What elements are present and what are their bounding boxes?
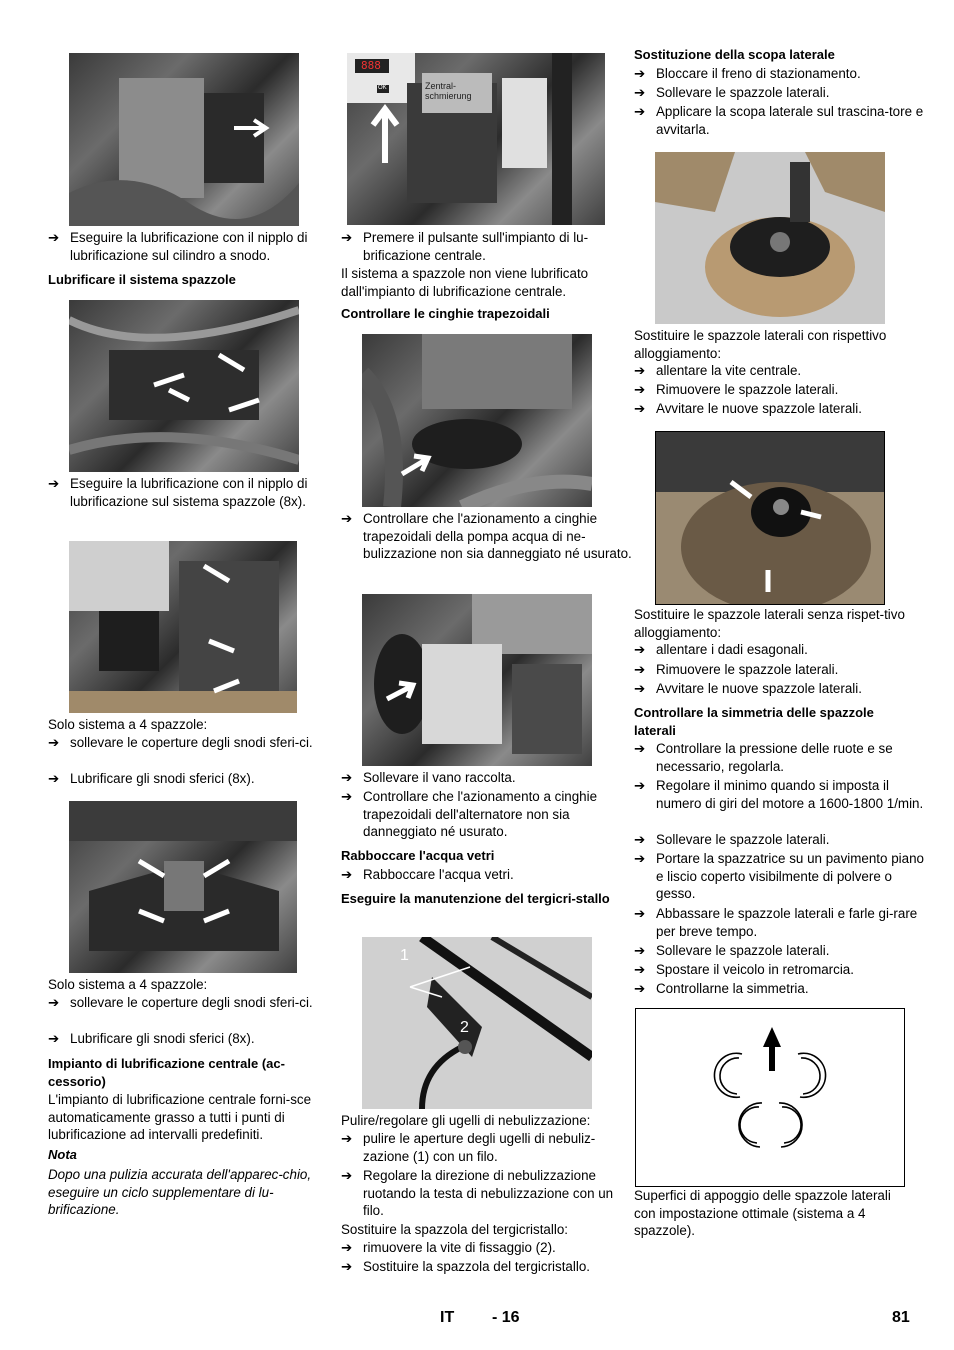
photo-graphic: [655, 152, 885, 324]
list-item: ➔ Applicare la scopa laterale sul trascina-tore e avvitarla.: [634, 104, 924, 137]
arrow-bullet-icon: ➔: [634, 401, 646, 416]
callout-label-1: 1: [400, 947, 409, 964]
arrow-bullet-icon: ➔: [341, 1240, 353, 1255]
arrow-bullet-icon: ➔: [634, 642, 646, 657]
list-item: ➔ Rimuovere le spazzole laterali.: [634, 382, 839, 397]
arrow-bullet-icon: ➔: [634, 832, 646, 847]
list-item: ➔ allentare i dadi esagonali.: [634, 642, 808, 657]
panel-display: 888: [361, 59, 381, 72]
diagram-caption: Superfici di appoggio delle spazzole laterali con impostazione ottimale (sistema a 4 spazzole).: [634, 1188, 891, 1238]
list-item: ➔ Sollevare le spazzole laterali.: [634, 943, 830, 958]
list-item: ➔ rimuovere la vite di fissaggio (2).: [341, 1240, 556, 1255]
arrow-bullet-icon: ➔: [634, 382, 646, 397]
arrow-bullet-icon: ➔: [634, 104, 646, 119]
photo-graphic: [362, 594, 592, 766]
paragraph: Sostituire la spazzola del tergicristallo:: [341, 1222, 569, 1237]
section-heading: Rabboccare l'acqua vetri: [341, 848, 495, 863]
list-item: ➔ Sollevare il vano raccolta.: [341, 770, 516, 785]
arrow-bullet-icon: ➔: [634, 943, 646, 958]
section-heading: Lubrificare il sistema spazzole: [48, 272, 236, 287]
note-title: Nota: [48, 1147, 77, 1162]
arrow-bullet-icon: ➔: [341, 867, 353, 882]
arrow-bullet-icon: ➔: [341, 1259, 353, 1274]
paragraph: Solo sistema a 4 spazzole:: [48, 717, 208, 732]
paragraph: Sostituire le spazzole laterali con rispettivo alloggiamento:: [634, 328, 887, 361]
photo-wiper-nozzles: [362, 937, 592, 1109]
arrow-bullet-icon: ➔: [341, 1168, 353, 1183]
list-item: ➔ Portare la spazzatrice su un pavimento piano e liscio coperto visibilmente di polvere o gesso.: [634, 851, 924, 901]
arrow-bullet-icon: ➔: [341, 1131, 353, 1146]
arrow-bullet-icon: ➔: [48, 476, 60, 491]
photo-graphic: [69, 53, 299, 226]
arrow-bullet-icon: ➔: [634, 363, 646, 378]
list-item: ➔ Bloccare il freno di stazionamento.: [634, 66, 861, 81]
list-item: ➔ pulire le aperture degli ugelli di nebuliz-zazione (1) con un filo.: [341, 1131, 596, 1164]
arrow-bullet-icon: ➔: [48, 771, 60, 786]
list-item: ➔ Eseguire la lubrificazione con il nipplo di lubrificazione sul sistema spazzole (8x).: [48, 476, 308, 509]
arrow-bullet-icon: ➔: [634, 85, 646, 100]
panel-ok-button: OK: [378, 85, 387, 91]
photo-side-brush-nuts: [655, 431, 885, 605]
list-item: ➔ Eseguire la lubrificazione con il nipplo di lubrificazione sul cilindro a snodo.: [48, 230, 308, 263]
local-page-number: - 16: [492, 1309, 520, 1326]
arrow-bullet-icon: ➔: [48, 1031, 60, 1046]
arrow-bullet-icon: ➔: [634, 851, 646, 866]
section-heading: Eseguire la manutenzione del tergicri-stallo: [341, 891, 610, 906]
list-item: ➔ Regolare il minimo quando si imposta il numero di giri del motore a 1600-1800 1/min.: [634, 778, 924, 811]
photo-brush-system-nipples: [69, 300, 299, 472]
arrow-bullet-icon: ➔: [341, 230, 353, 245]
arrow-bullet-icon: ➔: [634, 66, 646, 81]
photo-vbelt-water-pump: [362, 334, 592, 507]
arrow-bullet-icon: ➔: [48, 230, 60, 245]
arrow-bullet-icon: ➔: [48, 735, 60, 750]
photo-side-brush-mount: [655, 152, 885, 324]
paragraph: Il sistema a spazzole non viene lubrificato dall'impianto di lubrificazione centrale.: [341, 266, 589, 299]
list-item: ➔ Sollevare le spazzole laterali.: [634, 85, 830, 100]
list-item: ➔ Lubrificare gli snodi sferici (8x).: [48, 771, 255, 786]
arrow-bullet-icon: ➔: [634, 662, 646, 677]
photo-graphic: [69, 300, 299, 472]
photo-graphic: [347, 53, 605, 225]
list-item: ➔ sollevare le coperture degli snodi sferi-ci.: [48, 735, 313, 750]
photo-central-lubrication-unit: [347, 53, 605, 225]
arrow-bullet-icon: ➔: [341, 511, 353, 526]
callout-label-2: 2: [460, 1019, 469, 1036]
photo-ball-joints-2: [69, 801, 297, 973]
list-item: ➔ Controllarne la simmetria.: [634, 981, 809, 996]
section-heading: Impianto di lubrificazione centrale (ac-cessorio): [48, 1056, 285, 1089]
paragraph: Pulire/regolare gli ugelli di nebulizzazione:: [341, 1113, 591, 1128]
list-item: ➔ Rimuovere le spazzole laterali.: [634, 662, 839, 677]
list-item: ➔ Sostituire la spazzola del tergicristallo.: [341, 1259, 591, 1274]
unit-label: Zentral- schmierung: [425, 81, 472, 101]
arrow-bullet-icon: ➔: [634, 906, 646, 921]
arrow-bullet-icon: ➔: [634, 681, 646, 696]
arrow-bullet-icon: ➔: [341, 770, 353, 785]
section-heading: Controllare le cinghie trapezoidali: [341, 306, 550, 321]
list-item: ➔ Premere il pulsante sull'impianto di lu-brificazione centrale.: [341, 230, 589, 263]
paragraph: Solo sistema a 4 spazzole:: [48, 977, 208, 992]
list-item: ➔ Regolare la direzione di nebulizzazione ruotando la testa di nebulizzazione con un filo.: [341, 1168, 614, 1218]
arrow-bullet-icon: ➔: [341, 789, 353, 804]
note-text: Dopo una pulizia accurata dell'apparec-chio, eseguire un ciclo supplementare di lu-brificazione.: [48, 1167, 312, 1217]
arrow-bullet-icon: ➔: [48, 995, 60, 1010]
list-item: ➔ Controllare la pressione delle ruote e se necessario, regolarla.: [634, 741, 893, 774]
list-item: ➔ allentare la vite centrale.: [634, 363, 802, 378]
paragraph: L'impianto di lubrificazione centrale forni-sce automaticamente grasso a tutti i punti di lubrificazione ad intervalli predefiniti.: [48, 1092, 312, 1142]
list-item: ➔ Avvitare le nuove spazzole laterali.: [634, 401, 862, 416]
arrow-bullet-icon: ➔: [634, 981, 646, 996]
photo-graphic: [362, 334, 592, 507]
list-item: ➔ Avvitare le nuove spazzole laterali.: [634, 681, 862, 696]
photo-ball-joints-1: [69, 541, 297, 713]
list-item: ➔ Abbassare le spazzole laterali e farle gi-rare per breve tempo.: [634, 906, 918, 939]
language-code: IT: [440, 1309, 455, 1326]
list-item: ➔ Spostare il veicolo in retromarcia.: [634, 962, 854, 977]
photo-articulated-cylinder-nipple: [69, 53, 299, 226]
paragraph: Sostituire le spazzole laterali senza rispet-tivo alloggiamento:: [634, 607, 905, 640]
brush-contact-diagram: [635, 1008, 905, 1187]
section-heading: Controllare la simmetria delle spazzole laterali: [634, 705, 874, 738]
photo-graphic: [362, 937, 592, 1109]
list-item: ➔ Sollevare le spazzole laterali.: [634, 832, 830, 847]
list-item: ➔ Lubrificare gli snodi sferici (8x).: [48, 1031, 255, 1046]
section-heading: Sostituzione della scopa laterale: [634, 47, 835, 62]
photo-vbelt-alternator: [362, 594, 592, 766]
arrow-bullet-icon: ➔: [634, 741, 646, 756]
list-item: ➔ Controllare che l'azionamento a cinghie trapezoidali della pompa acqua di ne-bulizzazione non sia danneggiato né usurato.: [341, 511, 632, 561]
arrow-bullet-icon: ➔: [634, 778, 646, 793]
diagram-graphic: [636, 1009, 904, 1186]
arrow-bullet-icon: ➔: [634, 962, 646, 977]
list-item: ➔ sollevare le coperture degli snodi sferi-ci.: [48, 995, 313, 1010]
list-item: ➔ Controllare che l'azionamento a cinghie trapezoidali dell'alternatore non sia danneggiato né usurato.: [341, 789, 598, 839]
photo-graphic: [69, 541, 297, 713]
photo-graphic: [69, 801, 297, 973]
page-number: 81: [892, 1309, 910, 1326]
photo-graphic: [656, 432, 884, 604]
list-item: ➔ Rabboccare l'acqua vetri.: [341, 867, 514, 882]
arrow-icon: [402, 456, 428, 474]
arrow-up-icon: [373, 109, 397, 163]
